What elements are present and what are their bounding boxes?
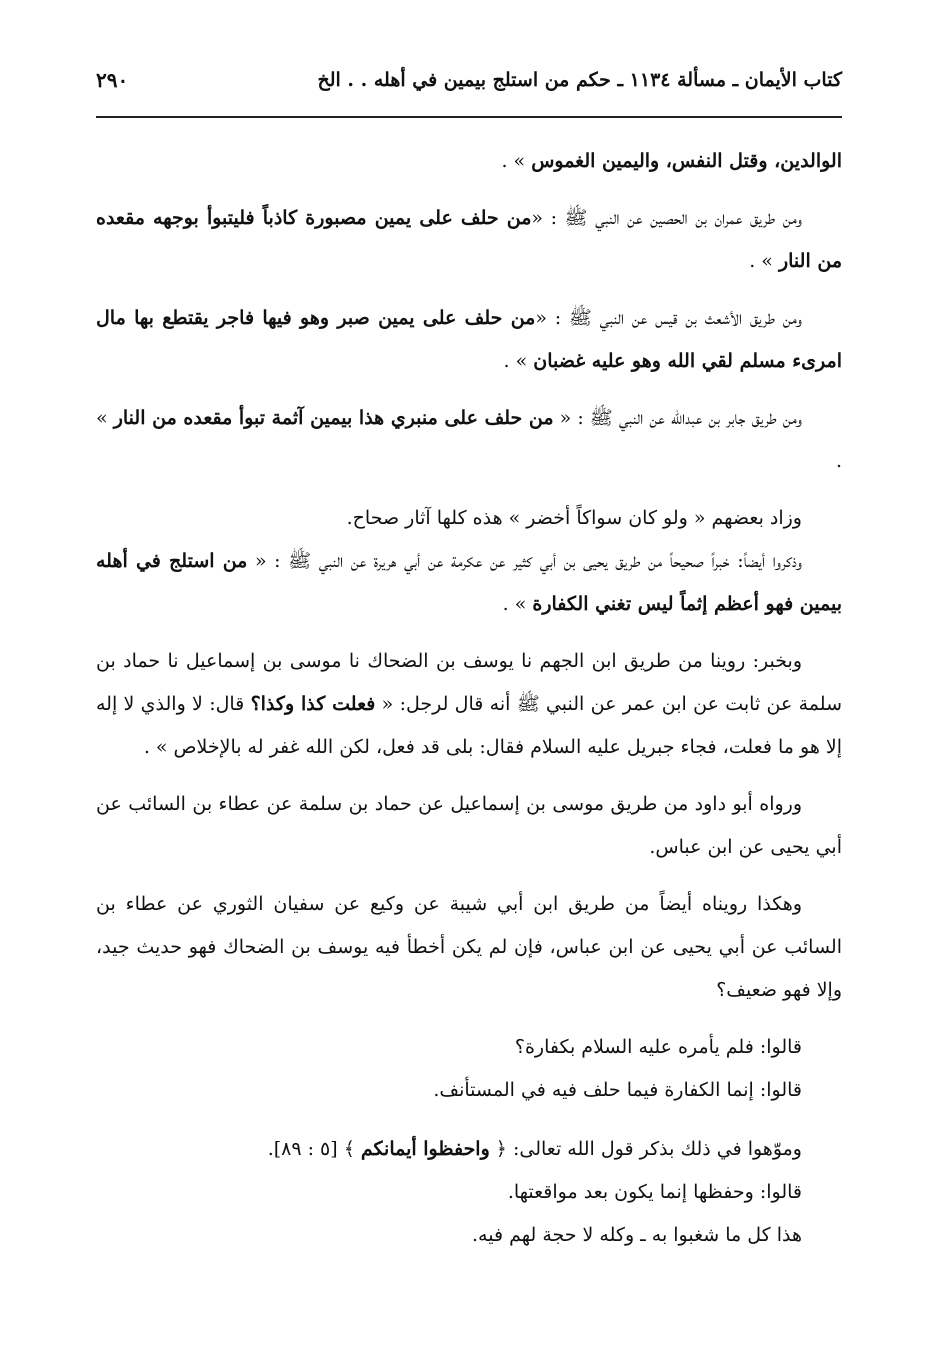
page-header bbox=[96, 60, 842, 100]
spacer bbox=[96, 1112, 842, 1128]
page-number: ٢٩٠ bbox=[96, 68, 129, 92]
paragraph: وذكروا أيضاً: خبراً صحيحاً من طريق يحيى بن أبي كثير عن عكرمة عن أبي هريرة عن النبي ﷺ : « من استلج في أهله بيمين فهو أعظم إثماً ليس تغني الكفارة » . bbox=[96, 550, 842, 615]
paragraph: ورواه أبو داود من طريق موسى بن إسماعيل عن حماد بن سلمة عن عطاء بن السائب عن أبي يحيى عن ابن عباس. bbox=[96, 793, 842, 858]
header-rule bbox=[96, 116, 842, 118]
paragraph: وزاد بعضهم « ولو كان سواكاً أخضر » هذه كلها آثار صحاح. bbox=[346, 507, 802, 529]
paragraph: ومن طريق الأشعث بن قيس عن النبي ﷺ : «من حلف على يمين صبر وهو فيها فاجر يقتطع بها مال امرىء مسلم لقي الله وهو عليه غضبان » . bbox=[96, 307, 842, 372]
page-body bbox=[96, 140, 842, 1257]
text-line: قالوا: وحفظها إنما يكون بعد مواقعتها. bbox=[507, 1181, 802, 1203]
running-title: كتاب الأيمان ـ مسألة ١١٣٤ ـ حكم من استلج بيمين في أهله . . الخ bbox=[317, 69, 842, 91]
paragraph: ومن طريق عمران بن الحصين عن النبي ﷺ : «من حلف على يمين مصبورة كاذباً فليتبوأ بوجهه مقعده من النار » . bbox=[96, 207, 842, 272]
paragraph: ومن طريق جابر بن عبدالله عن النبي ﷺ : « من حلف على منبري هذا بيمين آثمة تبوأ مقعده من النار » . bbox=[96, 407, 842, 472]
paragraph: وهكذا رويناه أيضاً من طريق ابن أبي شيبة عن وكيع عن سفيان الثوري عن عطاء بن السائب عن أبي يحيى عن ابن عباس، فإن لم يكن أخطأ فيه يوسف بن الضحاك فهو حديث جيد، وإلا فهو ضعيف؟ bbox=[96, 893, 842, 1001]
text-line: قالوا: فلم يأمره عليه السلام بكفارة؟ bbox=[514, 1036, 802, 1058]
paragraph: وبخبر: روينا من طريق ابن الجهم نا يوسف بن الضحاك نا موسى بن إسماعيل نا حماد بن سلمة عن ثابت عن ابن عمر عن النبي ﷺ أنه قال لرجل: « فعلت كذا وكذا؟ قال: لا والذي لا إله إلا هو ما فعلت، فجاء جبريل عليه السلام فقال: بلى قد فعل، لكن الله غفر له بالإخلاص » . bbox=[96, 650, 842, 758]
paragraph: الوالدين، وقتل النفس، واليمين الغموس » . bbox=[501, 150, 842, 172]
text-line: هذا كل ما شغبوا به ـ وكله لا حجة لهم فيه. bbox=[472, 1224, 802, 1246]
text-line: قالوا: إنما الكفارة فيما حلف فيه في المستأنف. bbox=[433, 1079, 802, 1101]
verse-line: وموّهوا في ذلك بذكر قول الله تعالى: ﴿ واحفظوا أيمانكم ﴾ [٥ : ٨٩]. bbox=[267, 1138, 802, 1160]
